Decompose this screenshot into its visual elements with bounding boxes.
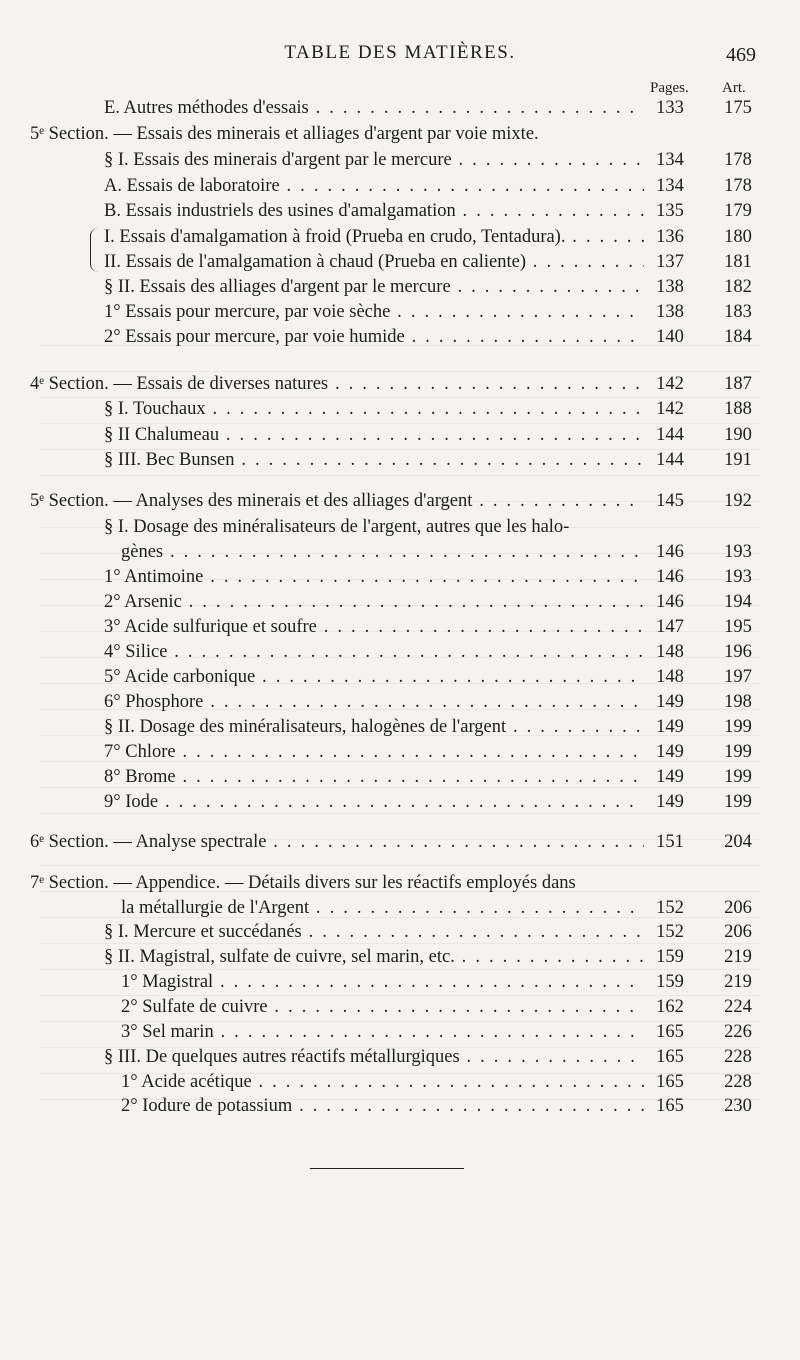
toc-entry-article: 193	[724, 542, 752, 562]
toc-entry-title: B. Essais industriels des usines d'amalgamation . . .	[104, 201, 644, 222]
toc-entry	[0, 592, 800, 618]
toc-entry-article: 199	[724, 717, 752, 737]
toc-entry	[0, 150, 800, 176]
toc-entry	[0, 767, 800, 793]
toc-entry-page: 137	[656, 252, 684, 272]
toc-entry-article: 193	[724, 567, 752, 587]
toc-entry-article: 228	[724, 1072, 752, 1092]
toc-entry-title: II. Essais de l'amalgamation à chaud (Prueba en caliente) . . .	[104, 252, 644, 273]
toc-entry-article: 192	[724, 491, 752, 511]
toc-entry	[0, 873, 800, 899]
toc-entry	[0, 327, 800, 353]
toc-entry	[0, 176, 800, 202]
toc-entry-article: 199	[724, 792, 752, 812]
toc-entry-title: § I. Mercure et succédanés . . .	[104, 922, 644, 943]
toc-entry-title: § II. Essais des alliages d'argent par le mercure . . .	[104, 277, 644, 298]
toc-entry-article: 219	[724, 972, 752, 992]
toc-entry-article: 206	[724, 898, 752, 918]
toc-entry-title: § II Chalumeau . . .	[104, 425, 644, 446]
toc-entry-article: 182	[724, 277, 752, 297]
toc-entry-title: 4ᵉ Section. — Essais de diverses natures . . .	[30, 374, 644, 395]
toc-entry-title: E. Autres méthodes d'essais . . .	[104, 98, 644, 119]
toc-entry-page: 147	[656, 617, 684, 637]
column-header-art: Art.	[722, 80, 746, 96]
toc-entry-page: 138	[656, 302, 684, 322]
toc-entry-title: 1° Essais pour mercure, par voie sèche . . .	[104, 302, 644, 323]
toc-entry	[0, 617, 800, 643]
toc-entry-title: § II. Dosage des minéralisateurs, halogènes de l'argent . . .	[104, 717, 644, 738]
toc-entry-title: 6° Phosphore . . .	[104, 692, 644, 713]
toc-entry-article: 219	[724, 947, 752, 967]
toc-entry-title: A. Essais de laboratoire . . .	[104, 176, 644, 197]
toc-entry-page: 149	[656, 692, 684, 712]
toc-entry-page: 152	[656, 898, 684, 918]
toc-entry	[0, 692, 800, 718]
toc-entry-page: 159	[656, 947, 684, 967]
toc-entry	[0, 124, 800, 150]
toc-entry-article: 180	[724, 227, 752, 247]
toc-entry-article: 195	[724, 617, 752, 637]
toc-entry-page: 144	[656, 425, 684, 445]
toc-entry-title: 5ᵉ Section. — Analyses des minerais et des alliages d'argent . . .	[30, 491, 644, 512]
toc-entry-title: 2° Arsenic . . .	[104, 592, 644, 613]
toc-entry-article: 230	[724, 1096, 752, 1116]
toc-entry-article: 204	[724, 832, 752, 852]
toc-entry	[0, 997, 800, 1023]
toc-entry	[0, 972, 800, 998]
toc-entry-article: 181	[724, 252, 752, 272]
column-header-pages: Pages.	[650, 80, 689, 96]
toc-entry-page: 140	[656, 327, 684, 347]
toc-entry	[0, 227, 800, 253]
toc-entry-title: I. Essais d'amalgamation à froid (Prueba en crudo, Tentadura). . . .	[104, 227, 644, 248]
toc-entry	[0, 252, 800, 278]
toc-entry-page: 146	[656, 592, 684, 612]
toc-entry-title: 7° Chlore . . .	[104, 742, 644, 763]
toc-entry-page: 165	[656, 1047, 684, 1067]
toc-entry-page: 159	[656, 972, 684, 992]
toc-entry-page: 165	[656, 1022, 684, 1042]
toc-entry-page: 146	[656, 542, 684, 562]
toc-entry	[0, 98, 800, 124]
toc-entry	[0, 832, 800, 858]
toc-entry	[0, 717, 800, 743]
toc-entry-title: § II. Magistral, sulfate de cuivre, sel marin, etc. . . .	[104, 947, 644, 968]
toc-entry	[0, 792, 800, 818]
toc-entry-title: 5ᵉ Section. — Essais des minerais et alliages d'argent par voie mixte.	[30, 124, 539, 144]
toc-entry-page: 148	[656, 667, 684, 687]
toc-entry-title: 4° Silice . . .	[104, 642, 644, 663]
toc-entry-page: 142	[656, 374, 684, 394]
toc-entry-article: 196	[724, 642, 752, 662]
toc-entry-title: 7ᵉ Section. — Appendice. — Détails divers sur les réactifs employés dans	[30, 873, 576, 893]
page-number: 469	[726, 44, 756, 66]
toc-entry-article: 188	[724, 399, 752, 419]
toc-entry-article: 198	[724, 692, 752, 712]
toc-entry-page: 162	[656, 997, 684, 1017]
toc-entry-page: 145	[656, 491, 684, 511]
toc-entry	[0, 898, 800, 924]
toc-entry-article: 175	[724, 98, 752, 118]
toc-entry-title: § III. De quelques autres réactifs métallurgiques . . .	[104, 1047, 644, 1068]
toc-entry-page: 144	[656, 450, 684, 470]
toc-entry-page: 149	[656, 767, 684, 787]
toc-entry-title: § III. Bec Bunsen . . .	[104, 450, 644, 471]
toc-entry-page: 151	[656, 832, 684, 852]
toc-entry-page: 165	[656, 1072, 684, 1092]
toc-entry-article: 187	[724, 374, 752, 394]
toc-entry-title: 1° Antimoine . . .	[104, 567, 644, 588]
toc-entry-page: 138	[656, 277, 684, 297]
toc-entry-article: 191	[724, 450, 752, 470]
toc-entry	[0, 374, 800, 400]
toc-entry-article: 224	[724, 997, 752, 1017]
toc-entry-page: 136	[656, 227, 684, 247]
toc-entry-page: 146	[656, 567, 684, 587]
toc-entry-title: la métallurgie de l'Argent . . .	[121, 898, 644, 919]
toc-entry-article: 228	[724, 1047, 752, 1067]
toc-entry-title: 3° Sel marin . . .	[121, 1022, 644, 1043]
toc-entry	[0, 425, 800, 451]
toc-entry	[0, 491, 800, 517]
toc-entry	[0, 1022, 800, 1048]
toc-entry-title: 8° Brome . . .	[104, 767, 644, 788]
toc-entry	[0, 567, 800, 593]
toc-entry-article: 190	[724, 425, 752, 445]
toc-entry	[0, 277, 800, 303]
toc-entry-article: 184	[724, 327, 752, 347]
toc-entry-title: 6ᵉ Section. — Analyse spectrale . . .	[30, 832, 644, 853]
toc-entry	[0, 642, 800, 668]
toc-entry-article: 206	[724, 922, 752, 942]
toc-entry-page: 152	[656, 922, 684, 942]
toc-entry-article: 226	[724, 1022, 752, 1042]
toc-entry-article: 197	[724, 667, 752, 687]
toc-entry-page: 142	[656, 399, 684, 419]
toc-entry-article: 199	[724, 742, 752, 762]
toc-entry	[0, 947, 800, 973]
toc-entry-title: 2° Sulfate de cuivre . . .	[121, 997, 644, 1018]
toc-entry	[0, 542, 800, 568]
toc-entry-title: 1° Magistral . . .	[121, 972, 644, 993]
toc-entry-page: 149	[656, 792, 684, 812]
toc-entry-page: 149	[656, 742, 684, 762]
toc-entry-page: 134	[656, 176, 684, 196]
toc-entry-title: § I. Dosage des minéralisateurs de l'argent, autres que les halo-	[104, 517, 570, 537]
toc-entry-article: 178	[724, 176, 752, 196]
toc-entry-title: 2° Iodure de potassium . . .	[121, 1096, 644, 1117]
toc-entry	[0, 1047, 800, 1073]
toc-entry-title: gènes . . .	[121, 542, 644, 563]
toc-entry-title: 1° Acide acétique . . .	[121, 1072, 644, 1093]
toc-entry-article: 199	[724, 767, 752, 787]
toc-entry-article: 183	[724, 302, 752, 322]
toc-entry	[0, 201, 800, 227]
toc-entry-title: 5° Acide carbonique . . .	[104, 667, 644, 688]
toc-entry	[0, 517, 800, 543]
toc-entry	[0, 742, 800, 768]
toc-entry	[0, 399, 800, 425]
toc-entry-title: 9° Iode . . .	[104, 792, 644, 813]
toc-entry-page: 133	[656, 98, 684, 118]
toc-entry-article: 178	[724, 150, 752, 170]
toc-entry	[0, 667, 800, 693]
toc-entry	[0, 450, 800, 476]
toc-entry	[0, 1072, 800, 1098]
end-rule	[310, 1168, 464, 1169]
toc-entry	[0, 302, 800, 328]
toc-entry-title: § I. Touchaux . . .	[104, 399, 644, 420]
toc-entry-article: 179	[724, 201, 752, 221]
toc-entry-page: 149	[656, 717, 684, 737]
toc-entry	[0, 1096, 800, 1122]
toc-entry-title: § I. Essais des minerais d'argent par le mercure . . .	[104, 150, 644, 171]
toc-entry-page: 134	[656, 150, 684, 170]
toc-entry-title: 3° Acide sulfurique et soufre . . .	[104, 617, 644, 638]
toc-entry-page: 165	[656, 1096, 684, 1116]
page-title: TABLE DES MATIÈRES.	[284, 42, 516, 63]
toc-entry-page: 148	[656, 642, 684, 662]
toc-entry	[0, 922, 800, 948]
toc-entry-page: 135	[656, 201, 684, 221]
toc-entry-article: 194	[724, 592, 752, 612]
toc-entry-title: 2° Essais pour mercure, par voie humide . . .	[104, 327, 644, 348]
